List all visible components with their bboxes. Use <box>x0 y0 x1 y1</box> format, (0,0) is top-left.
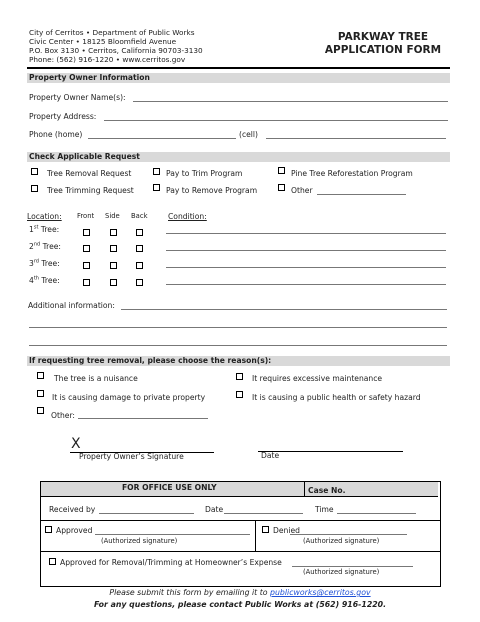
approved-expense-checkbox[interactable] <box>49 558 56 565</box>
org-line-3: P.O. Box 3130 • Cerritos, California 90703-3130 <box>29 46 203 55</box>
received-by-label: Received by <box>49 505 96 514</box>
office-time-label: Time <box>315 505 334 514</box>
other-reason-label: Other: <box>51 411 75 420</box>
condition-label: Condition: <box>168 212 207 221</box>
office-row-divider-1 <box>40 520 440 521</box>
other-reason-field[interactable] <box>78 418 208 419</box>
owner-name-label: Property Owner Name(s): <box>29 93 126 102</box>
reasons-section-bar: If requesting tree removal, please choose the reason(s): <box>27 356 450 366</box>
other-request-field[interactable] <box>317 194 406 195</box>
office-date-label: Date <box>205 505 224 514</box>
other-request-label: Other <box>291 186 313 195</box>
denied-auth-signature-caption: (Authorized signature) <box>303 537 380 545</box>
tree-3-front-checkbox[interactable] <box>83 262 90 269</box>
tree-4-condition-field[interactable] <box>166 284 446 285</box>
excessive-maintenance-label: It requires excessive maintenance <box>252 374 383 383</box>
tree-2-condition-field[interactable] <box>166 250 446 251</box>
col-front-label: Front <box>77 212 95 220</box>
org-line-1: City of Cerritos • Department of Public Works <box>29 28 195 37</box>
tree-2-front-checkbox[interactable] <box>83 245 90 252</box>
tree-trimming-checkbox[interactable] <box>31 185 38 192</box>
office-date-field[interactable] <box>224 513 303 514</box>
additional-info-field-2[interactable] <box>29 327 447 328</box>
denied-label: Denied <box>273 526 300 535</box>
tree-removal-checkbox[interactable] <box>31 168 38 175</box>
tree-1-label: 1st Tree: <box>29 224 60 234</box>
pine-reforestation-label: Pine Tree Reforestation Program <box>291 169 413 178</box>
request-section-bar: Check Applicable Request <box>27 152 450 162</box>
approved-auth-signature-caption: (Authorized signature) <box>101 537 178 545</box>
nuisance-checkbox[interactable] <box>37 372 44 379</box>
owner-name-field[interactable] <box>133 101 448 102</box>
health-hazard-label: It is causing a public health or safety hazard <box>252 393 421 402</box>
approved-expense-auth-caption: (Authorized signature) <box>303 568 380 576</box>
phone-cell-field[interactable] <box>266 138 446 139</box>
approved-label: Approved <box>56 526 93 535</box>
questions-contact: For any questions, please contact Public Works at (562) 916-1220. <box>93 600 387 609</box>
signature-x-mark: X <box>71 436 81 452</box>
tree-1-front-checkbox[interactable] <box>83 229 90 236</box>
tree-trimming-label: Tree Trimming Request <box>47 186 134 195</box>
col-side-label: Side <box>105 212 120 220</box>
tree-1-side-checkbox[interactable] <box>110 229 117 236</box>
tree-3-condition-field[interactable] <box>166 267 446 268</box>
private-damage-checkbox[interactable] <box>37 390 44 397</box>
approved-checkbox[interactable] <box>45 526 52 533</box>
phone-cell-label: (cell) <box>239 130 258 139</box>
pay-to-trim-label: Pay to Trim Program <box>166 169 243 178</box>
received-by-field[interactable] <box>99 513 194 514</box>
header-rule <box>27 67 450 69</box>
approved-expense-signature-field[interactable] <box>292 566 413 567</box>
additional-info-label: Additional information: <box>28 301 115 310</box>
office-time-field[interactable] <box>337 513 416 514</box>
office-header-divider <box>304 482 305 496</box>
submit-instructions: Please submit this form by emailing it to publicworks@cerritos.gov <box>109 588 371 597</box>
office-col-divider <box>255 520 256 551</box>
denied-signature-field[interactable] <box>290 534 407 535</box>
tree-3-back-checkbox[interactable] <box>136 262 143 269</box>
tree-2-side-checkbox[interactable] <box>110 245 117 252</box>
tree-1-back-checkbox[interactable] <box>136 229 143 236</box>
pay-to-remove-checkbox[interactable] <box>153 184 160 191</box>
form-title-line-1: PARKWAY TREE <box>337 31 429 43</box>
pay-to-remove-label: Pay to Remove Program <box>166 186 258 195</box>
denied-checkbox[interactable] <box>262 526 269 533</box>
office-row-divider-2 <box>40 551 440 552</box>
phone-home-label: Phone (home) <box>29 130 83 139</box>
property-address-label: Property Address: <box>29 112 97 121</box>
other-request-checkbox[interactable] <box>278 184 285 191</box>
tree-3-side-checkbox[interactable] <box>110 262 117 269</box>
form-title-line-2: APPLICATION FORM <box>324 44 442 56</box>
col-back-label: Back <box>131 212 148 220</box>
additional-info-field-3[interactable] <box>29 345 447 346</box>
owner-signature-label: Property Owner’s Signature <box>79 452 184 461</box>
approved-expense-label: Approved for Removal/Trimming at Homeowner’s Expense <box>60 558 282 567</box>
signature-date-field[interactable] <box>258 451 403 452</box>
org-line-4: Phone: (562) 916-1220 • www.cerritos.gov <box>29 55 186 64</box>
tree-4-front-checkbox[interactable] <box>83 279 90 286</box>
excessive-maintenance-checkbox[interactable] <box>236 373 243 380</box>
other-reason-checkbox[interactable] <box>37 407 44 414</box>
additional-info-field-1[interactable] <box>121 309 447 310</box>
tree-2-label: 2nd Tree: <box>29 241 61 251</box>
tree-2-back-checkbox[interactable] <box>136 245 143 252</box>
pay-to-trim-checkbox[interactable] <box>153 168 160 175</box>
tree-4-back-checkbox[interactable] <box>136 279 143 286</box>
email-link[interactable]: publicworks@cerritos.gov <box>270 588 371 597</box>
pine-reforestation-checkbox[interactable] <box>278 167 285 174</box>
tree-removal-label: Tree Removal Request <box>47 169 132 178</box>
phone-home-field[interactable] <box>88 138 236 139</box>
owner-section-bar: Property Owner Information <box>27 73 450 83</box>
tree-1-condition-field[interactable] <box>166 233 446 234</box>
health-hazard-checkbox[interactable] <box>236 391 243 398</box>
nuisance-label: The tree is a nuisance <box>54 374 138 383</box>
property-address-field[interactable] <box>104 120 448 121</box>
org-line-2: Civic Center • 18125 Bloomfield Avenue <box>29 37 177 46</box>
tree-4-label: 4th Tree: <box>29 275 60 285</box>
signature-date-label: Date <box>261 451 280 460</box>
case-number-label: Case No. <box>308 486 346 495</box>
tree-3-label: 3rd Tree: <box>29 258 60 268</box>
location-label: Location: <box>27 212 62 221</box>
tree-4-side-checkbox[interactable] <box>110 279 117 286</box>
approved-signature-field[interactable] <box>95 534 250 535</box>
office-use-title: FOR OFFICE USE ONLY <box>122 483 217 492</box>
office-header-bar <box>41 482 438 497</box>
private-damage-label: It is causing damage to private property <box>52 393 206 402</box>
